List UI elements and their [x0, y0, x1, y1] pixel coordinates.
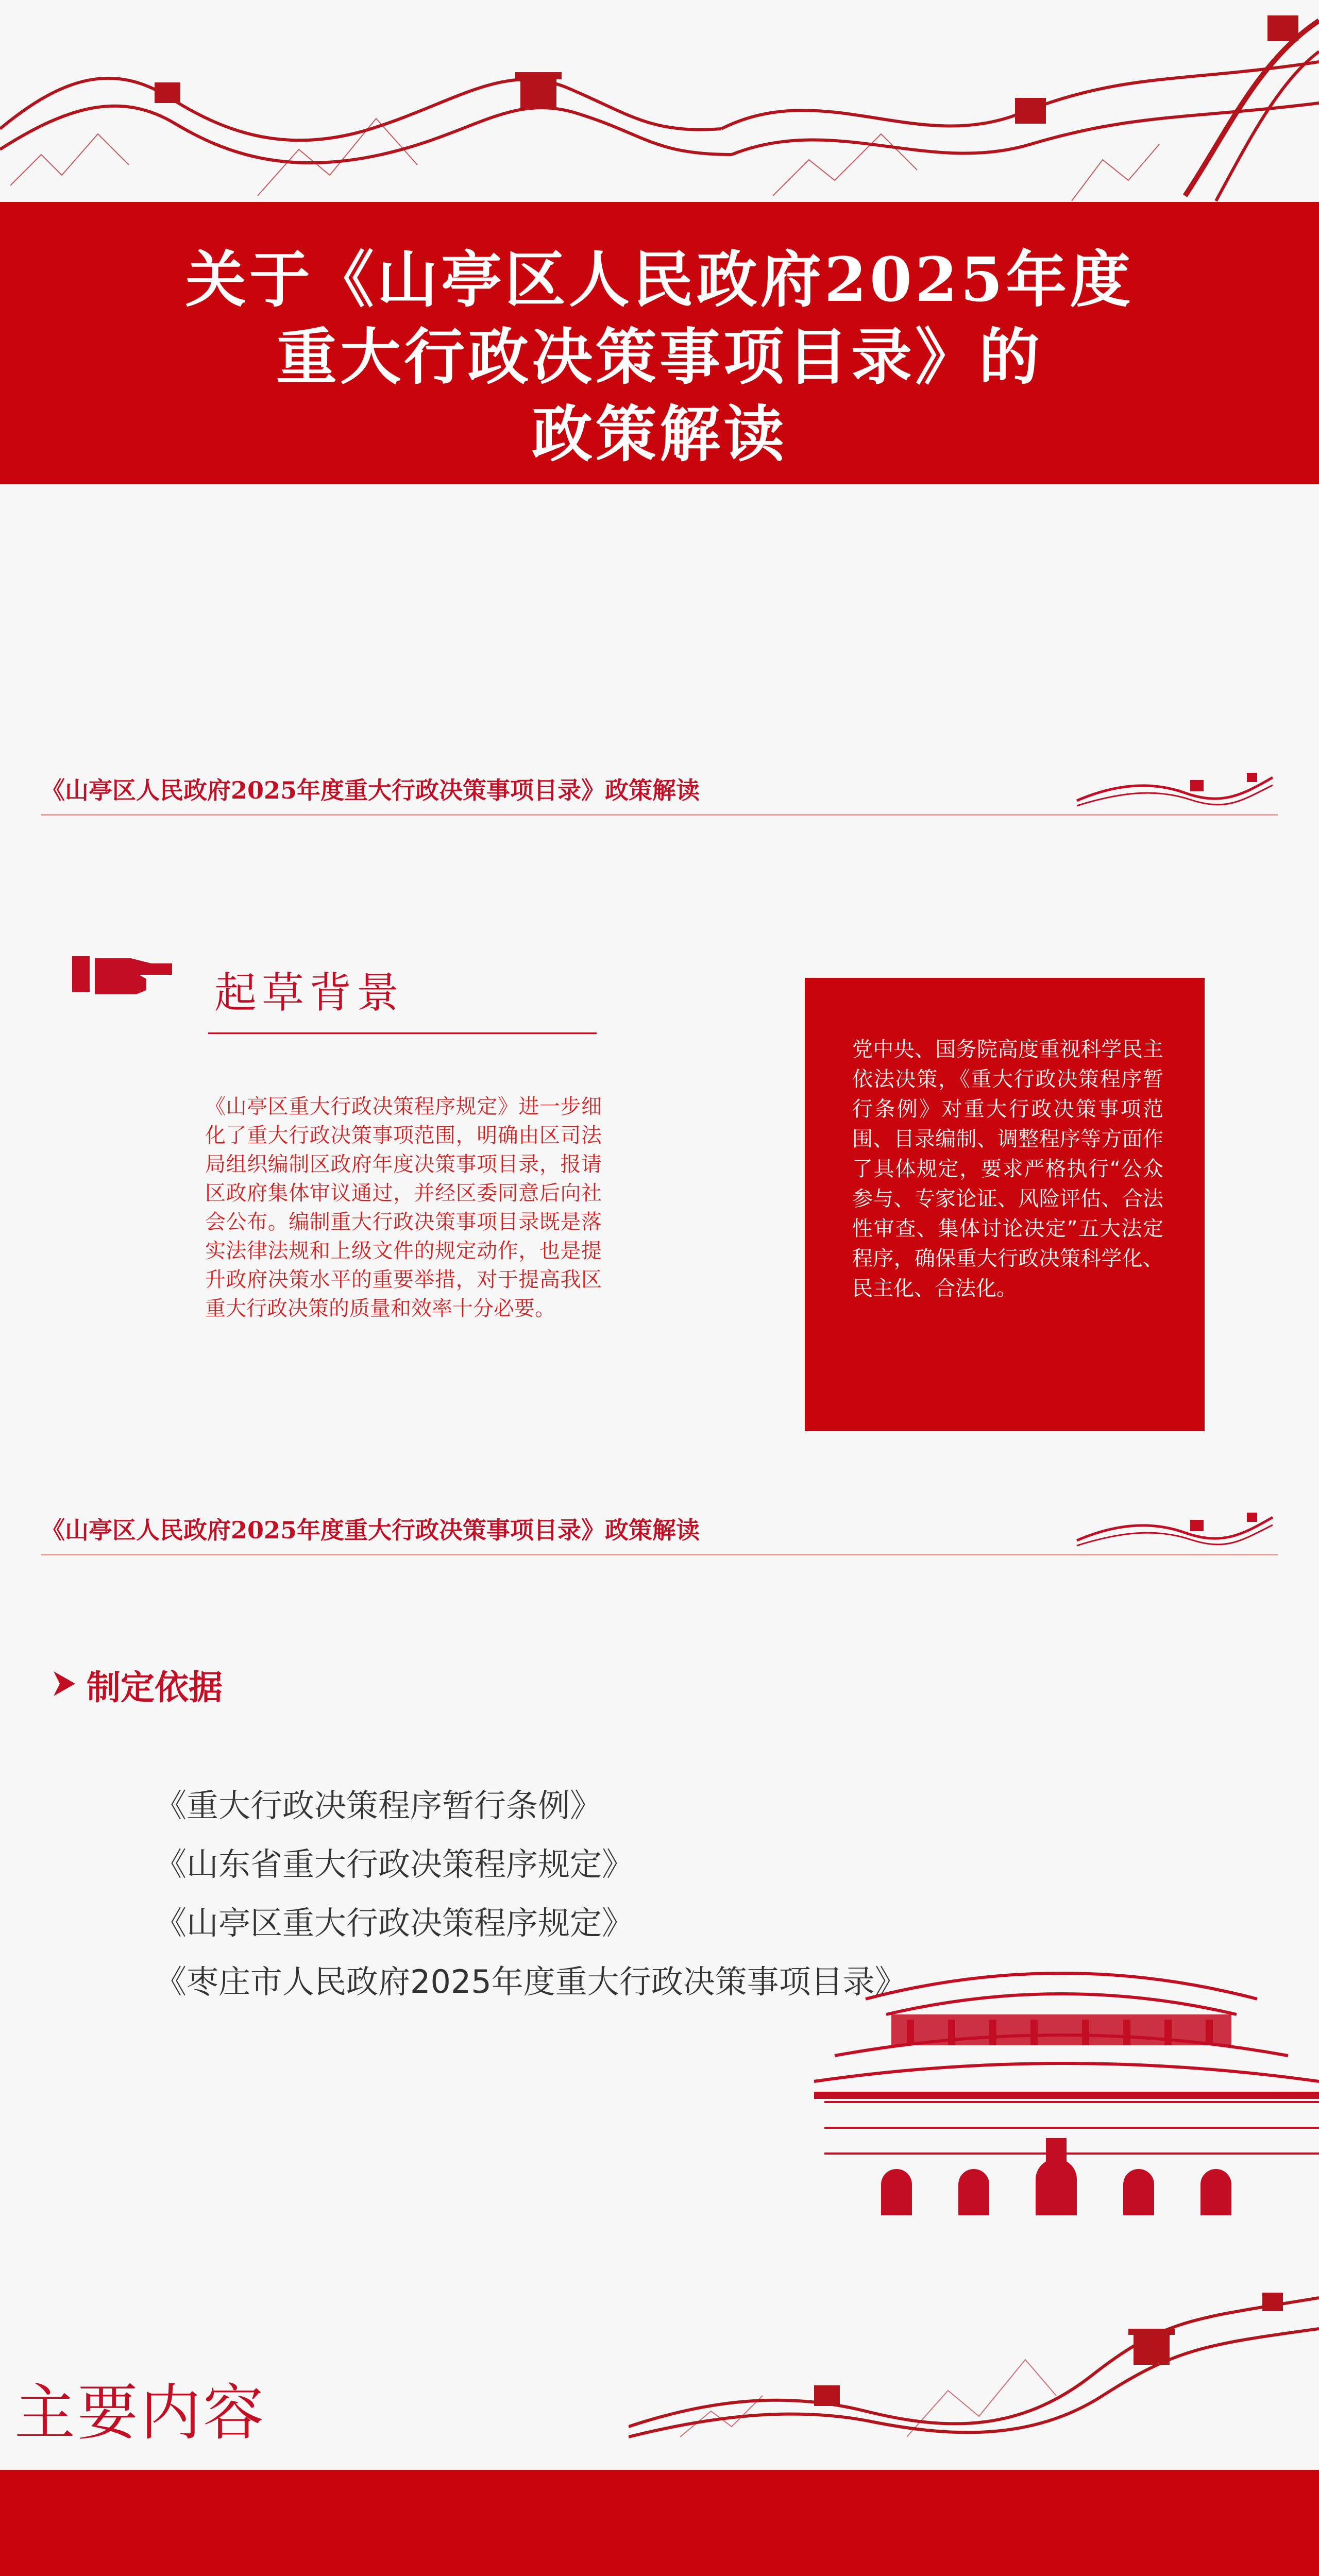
- pointing-hand-icon: [72, 951, 173, 997]
- highlight-box: [805, 978, 1205, 1431]
- triangle-arrow-icon: [52, 1669, 77, 1698]
- page-title-line-3: 政策解读: [531, 398, 787, 470]
- great-wall-small-illustration: [1072, 765, 1278, 811]
- basis-list: [155, 1776, 907, 2011]
- background-section-title: 起草背景: [214, 969, 404, 1018]
- title-banner: [0, 202, 1319, 484]
- section-heading-text: 《山亭区人民政府2025年度重大行政决策事项目录》政策解读: [41, 1516, 700, 1544]
- basis-item: 《重大行政决策程序暂行条例》: [155, 1787, 602, 1824]
- page-title-line-1: 关于《山亭区人民政府2025年度: [185, 244, 1134, 315]
- basis-item: 《山东省重大行政决策程序规定》: [155, 1845, 634, 1883]
- main-content-title: 主要内容: [14, 2377, 266, 2448]
- basis-item: 《山亭区重大行政决策程序规定》: [155, 1904, 634, 1942]
- title-underline: [208, 1032, 597, 1034]
- basis-item: 《枣庄市人民政府2025年度重大行政决策事项目录》: [155, 1963, 907, 2001]
- background-paragraph: 《山亭区重大行政决策程序规定》进一步细化了重大行政决策事项范围，明确由区司法局组织编制区政府年度决策事项目录，报请区政府集体审议通过，并经区委同意后向社会公布。编制重大行政决策事项目录既是落实法律法规和上级文件的规定动作，也是提升政府决策水平的重要举措，对于提高我区重大行政决策的质量和效率十分必要。: [205, 1095, 602, 1320]
- tiananmen-illustration: [804, 1886, 1319, 2215]
- great-wall-small-illustration: [1072, 1504, 1278, 1551]
- main-content-band: [0, 2470, 1319, 2576]
- great-wall-illustration: [629, 2257, 1319, 2442]
- great-wall-banner: [0, 0, 1319, 206]
- highlight-box-text: 党中央、国务院高度重视科学民主依法决策，《重大行政决策程序暂行条例》对重大行政决策事项范围、目录编制、调整程序等方面作了具体规定，要求严格执行“公众参与、专家论证、风险评估、合法性审查、集体讨论决定”五大法定程序，确保重大行政决策科学化、民主化、合法化。: [852, 1038, 1163, 1300]
- section-heading-2: [41, 1513, 1278, 1555]
- page-title-line-2: 重大行政决策事项目录》的: [276, 321, 1043, 393]
- basis-section-title: 制定依据: [87, 1668, 223, 1707]
- section-heading-text: 《山亭区人民政府2025年度重大行政决策事项目录》政策解读: [41, 776, 700, 804]
- section-heading-1: [41, 773, 1278, 816]
